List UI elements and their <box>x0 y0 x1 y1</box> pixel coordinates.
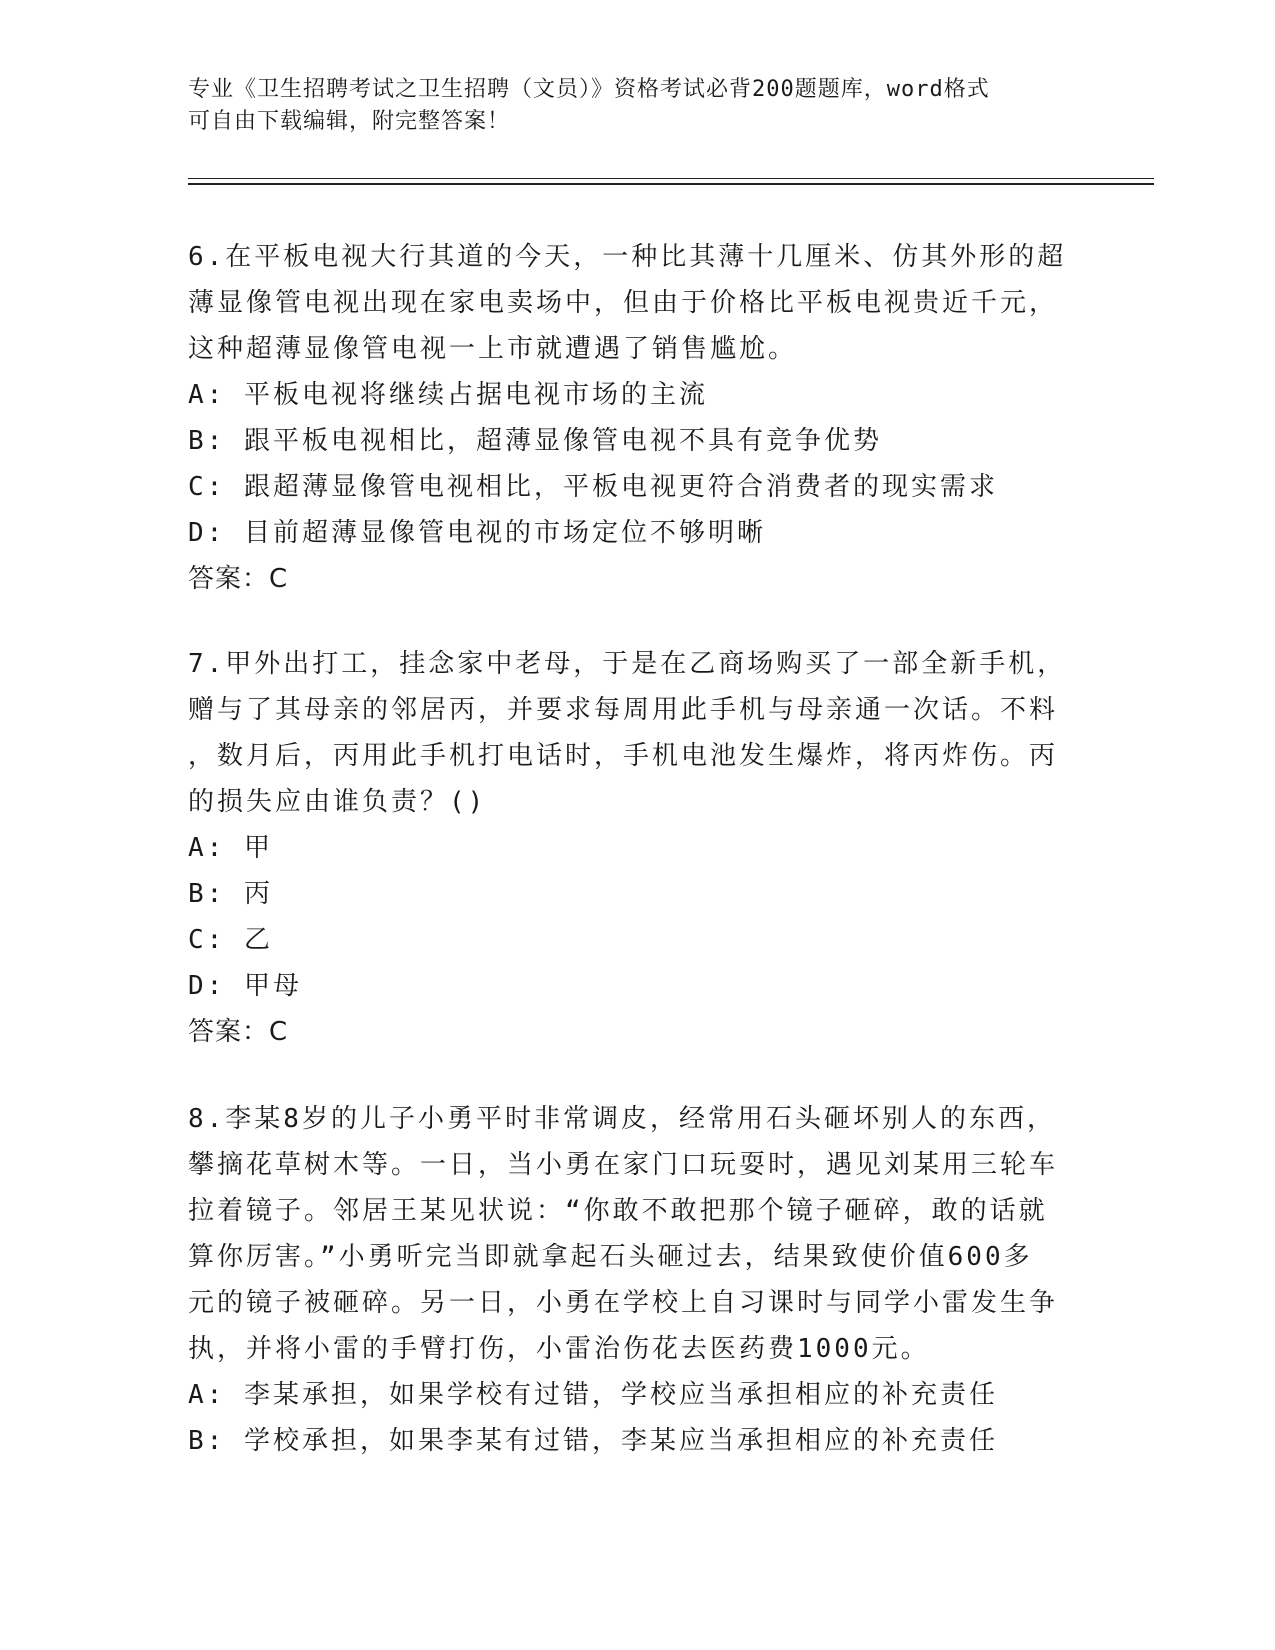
option-a: A: 李某承担，如果学校有过错，学校应当承担相应的补充责任 <box>188 1380 998 1410</box>
header-divider-thick <box>188 183 1154 185</box>
stem-line: 攀摘花草树木等。一日，当小勇在家门口玩耍时，遇见刘某用三轮车 <box>188 1150 1059 1180</box>
option-b: B: 学校承担，如果李某有过错，李某应当承担相应的补充责任 <box>188 1426 998 1456</box>
stem-line: 的损失应由谁负责？() <box>188 787 487 817</box>
question-stem <box>188 234 1068 372</box>
header-line-1: 专业《卫生招聘考试之卫生招聘（文员）》资格考试必背200题题库，word格式 <box>188 77 990 102</box>
header-line-2: 可自由下载编辑，附完整答案！ <box>188 109 511 134</box>
option-b: B: 丙 <box>188 879 273 909</box>
document-header <box>188 74 1068 138</box>
question-8 <box>188 1096 1068 1464</box>
stem-line: 薄显像管电视出现在家电卖场中，但由于价格比平板电视贵近千元， <box>188 288 1059 318</box>
stem-line: 8.李某8岁的儿子小勇平时非常调皮，经常用石头砸坏别人的东西， <box>188 1104 1056 1134</box>
option-a: A: 平板电视将继续占据电视市场的主流 <box>188 380 708 410</box>
stem-line: ，数月后，丙用此手机打电话时，手机电池发生爆炸，将丙炸伤。丙 <box>188 741 1059 771</box>
option-d: D: 目前超薄显像管电视的市场定位不够明晰 <box>188 518 766 548</box>
question-stem <box>188 1096 1068 1372</box>
option-b: B: 跟平板电视相比，超薄显像管电视不具有竞争优势 <box>188 426 882 456</box>
stem-line: 拉着镜子。邻居王某见状说：“你敢不敢把那个镜子砸碎，敢的话就 <box>188 1196 1048 1226</box>
stem-line: 执，并将小雷的手臂打伤，小雷治伤花去医药费1000元。 <box>188 1334 930 1364</box>
stem-line: 元的镜子被砸碎。另一日，小勇在学校上自习课时与同学小雷发生争 <box>188 1288 1059 1318</box>
header-divider-thin <box>188 178 1154 179</box>
answer: 答案：C <box>188 1017 289 1047</box>
stem-line: 6.在平板电视大行其道的今天，一种比其薄十几厘米、仿其外形的超 <box>188 242 1067 272</box>
question-6 <box>188 234 1068 602</box>
option-c: C: 跟超薄显像管电视相比，平板电视更符合消费者的现实需求 <box>188 472 998 502</box>
stem-line: 这种超薄显像管电视一上市就遭遇了销售尴尬。 <box>188 334 798 364</box>
stem-line: 赠与了其母亲的邻居丙，并要求每周用此手机与母亲通一次话。不料 <box>188 695 1059 725</box>
question-stem <box>188 641 1068 825</box>
option-d: D: 甲母 <box>188 971 302 1001</box>
option-a: A: 甲 <box>188 833 273 863</box>
answer: 答案：C <box>188 564 289 594</box>
question-7 <box>188 641 1068 1055</box>
option-c: C: 乙 <box>188 925 273 955</box>
stem-line: 7.甲外出打工，挂念家中老母，于是在乙商场购买了一部全新手机， <box>188 649 1067 679</box>
stem-line: 算你厉害。”小勇听完当即就拿起石头砸过去，结果致使价值600多 <box>188 1242 1033 1272</box>
